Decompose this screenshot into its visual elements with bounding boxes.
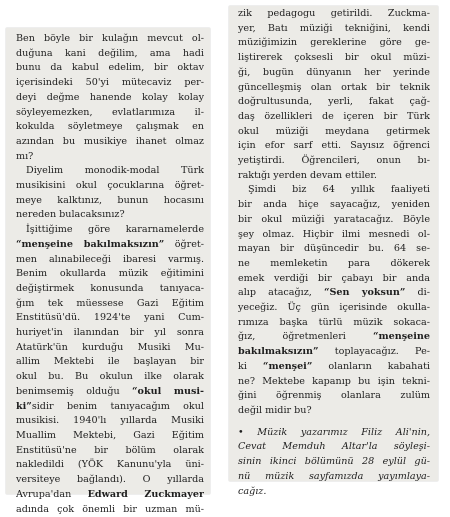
newspaper-clipping-right: [229, 6, 438, 481]
text-line: ne memleketin para dökerek: [238, 257, 430, 272]
text-line: huriyet'in ilanından bir yıl sonra: [16, 326, 204, 341]
newspaper-clipping-left: [6, 28, 210, 494]
text-line: yetiştirdi. Öğrencileri, onun bı-: [238, 154, 430, 169]
footnote-text: cağız.: [238, 486, 266, 497]
footnote-text: nü müzik sayfamızda yayımlaya-: [238, 471, 430, 482]
text-line: Enstitüsü'ne bir bölüm olarak: [16, 444, 204, 459]
text-line: musikisi. 1940'lı yıllarda Musiki: [16, 414, 204, 429]
text-line: değil midir bu?: [238, 404, 430, 419]
text-line: yer, Batı müziği tekniğini, kendi: [238, 22, 430, 37]
text-line: musikisini okul çocuklarına öğret-: [16, 179, 204, 194]
text-line: rımıza başka türlü müzik sokaca-: [238, 316, 430, 331]
left-column-text: [16, 32, 204, 517]
right-column-text: [238, 7, 430, 499]
text-segment: ğız, öğretmenleri: [238, 331, 373, 342]
text-line: [16, 385, 204, 400]
text-line: Şimdi biz 64 yıllık faaliyeti: [238, 183, 430, 198]
footnote-line: [238, 470, 430, 485]
text-line: ğini öğrenmiş olanlara zulüm: [238, 389, 430, 404]
text-segment: alıp atacağız,: [238, 287, 324, 298]
footnote-line: [238, 426, 430, 441]
text-line: okul müziği meydana getirmek: [238, 125, 430, 140]
text-line: ne? Mektebe kapanıp bu işin tekni-: [238, 375, 430, 390]
text-line: bir okul müziği yaratacağız. Böyle: [238, 213, 430, 228]
text-line: ğım tek müessese Gazi Eğitim: [16, 297, 204, 312]
footnote-text: sinin ikinci bölümünü 28 eylül gü-: [238, 456, 430, 467]
text-line: mayan bir düşüncedir bu. 64 se-: [238, 242, 430, 257]
text-line: [238, 345, 430, 360]
text-line: bunu da kabul edelim, bir oktav: [16, 61, 204, 76]
text-segment: öğret-: [164, 239, 204, 250]
text-line: değiştirmek konusunda tanıyaca-: [16, 282, 204, 297]
text-line: azından bu musikiye ihanet olmaz: [16, 135, 204, 150]
text-line: [238, 330, 430, 345]
text-line: müziğimizin gereklerine göre ge-: [238, 36, 430, 51]
text-line: nakledildi (YÖK Kanunu'yla üni-: [16, 458, 204, 473]
text-line: meye kalktınız, bunun hocasını: [16, 194, 204, 209]
text-line: [16, 488, 204, 503]
text-line: emek verdiği bir çabayı bir anda: [238, 272, 430, 287]
text-line: versiteye bağlandı). O yıllarda: [16, 473, 204, 488]
text-segment: ki: [238, 361, 263, 372]
text-line: Benim okullarda müzik eğitimini: [16, 267, 204, 282]
bold-phrase: Edward Zuckmayer: [88, 489, 204, 500]
text-line: için efor sarf etti. Sayısız öğrenci: [238, 139, 430, 154]
text-line: güncelleşmiş olan ortak bir teknik: [238, 81, 430, 96]
text-line: deyi değme hanende kolay kolay: [16, 91, 204, 106]
text-line: duğuna kani değilim, ama hadi: [16, 47, 204, 62]
text-segment: benimsemiş olduğu: [16, 386, 132, 397]
text-line: allim Mektebi ile başlayan bir: [16, 355, 204, 370]
text-line: okul bu. Bu okulun ilke olarak: [16, 370, 204, 385]
bullet-icon: •: [238, 427, 257, 438]
text-line: [16, 238, 204, 253]
footnote-line: [238, 455, 430, 470]
bold-phrase: bakılmaksızın”: [238, 346, 319, 357]
text-line: şey olmaz. Hiçbir ilmi mesnedi ol-: [238, 228, 430, 243]
text-line: nereden bulacaksınız?: [16, 208, 204, 223]
text-line: İşittiğime göre kararnamelerde: [16, 223, 204, 238]
text-line: raktığı yerden devam ettiler.: [238, 169, 430, 184]
text-line: bir anda hiçe sayacağız, yeniden: [238, 198, 430, 213]
bold-phrase: “okul musi-: [132, 386, 204, 397]
text-line: [238, 360, 430, 375]
text-line: liştirerek çoksesli bir okul müzi-: [238, 51, 430, 66]
bold-phrase: “menşeine bakılmaksızın”: [16, 239, 164, 250]
spacer: [238, 419, 430, 426]
text-line: Muallim Mektebi, Gazi Eğitim: [16, 429, 204, 444]
text-line: Atatürk'ün kurduğu Musiki Mu-: [16, 341, 204, 356]
text-line: [238, 286, 430, 301]
text-line: [16, 400, 204, 415]
text-line: doğrultusunda, yerli, fakat çağ-: [238, 95, 430, 110]
text-line: içerisindeki 50'yi mütecaviz per-: [16, 76, 204, 91]
bold-phrase: ki”: [16, 401, 32, 412]
bold-phrase: “menşei”: [263, 361, 312, 372]
text-line: mı?: [16, 150, 204, 165]
footnote-text: Müzik yazarımız Filiz Ali'nin,: [257, 427, 430, 438]
bold-phrase: “Sen yoksun”: [324, 287, 405, 298]
text-line: daş özellikleri de içeren bir Türk: [238, 110, 430, 125]
footnote-text: Cevat Memduh Altar'la söyleşi-: [238, 441, 430, 452]
text-segment: olanların kabahati: [312, 361, 430, 372]
text-line: kokulda söyletmeye çalışmak en: [16, 120, 204, 135]
bold-phrase: “menşeine: [373, 331, 430, 342]
text-line: söyleyemezken, evlatlarımıza il-: [16, 106, 204, 121]
footnote-line: [238, 440, 430, 455]
text-segment: Avrupa'dan: [16, 489, 88, 500]
text-segment: di-: [405, 287, 430, 298]
text-line: ği, bugün dünyanın her yerinde: [238, 66, 430, 81]
text-line: adında çok önemli bir uzman mü-: [16, 503, 204, 517]
text-line: Diyelim monodik-modal Türk: [16, 164, 204, 179]
text-segment: sidir benim tanıyacağım okul: [32, 401, 204, 412]
text-line: Enstitüsü'dü. 1924'te yani Cum-: [16, 311, 204, 326]
text-line: yeceğiz. Üç gün içerisinde okulla-: [238, 301, 430, 316]
text-line: zik pedagogu getirildi. Zuckma-: [238, 7, 430, 22]
text-line: men alınabileceği ibaresi varmış.: [16, 253, 204, 268]
text-line: Ben böyle bir kulağın mevcut ol-: [16, 32, 204, 47]
text-segment: toplayacağız. Pe-: [319, 346, 430, 357]
